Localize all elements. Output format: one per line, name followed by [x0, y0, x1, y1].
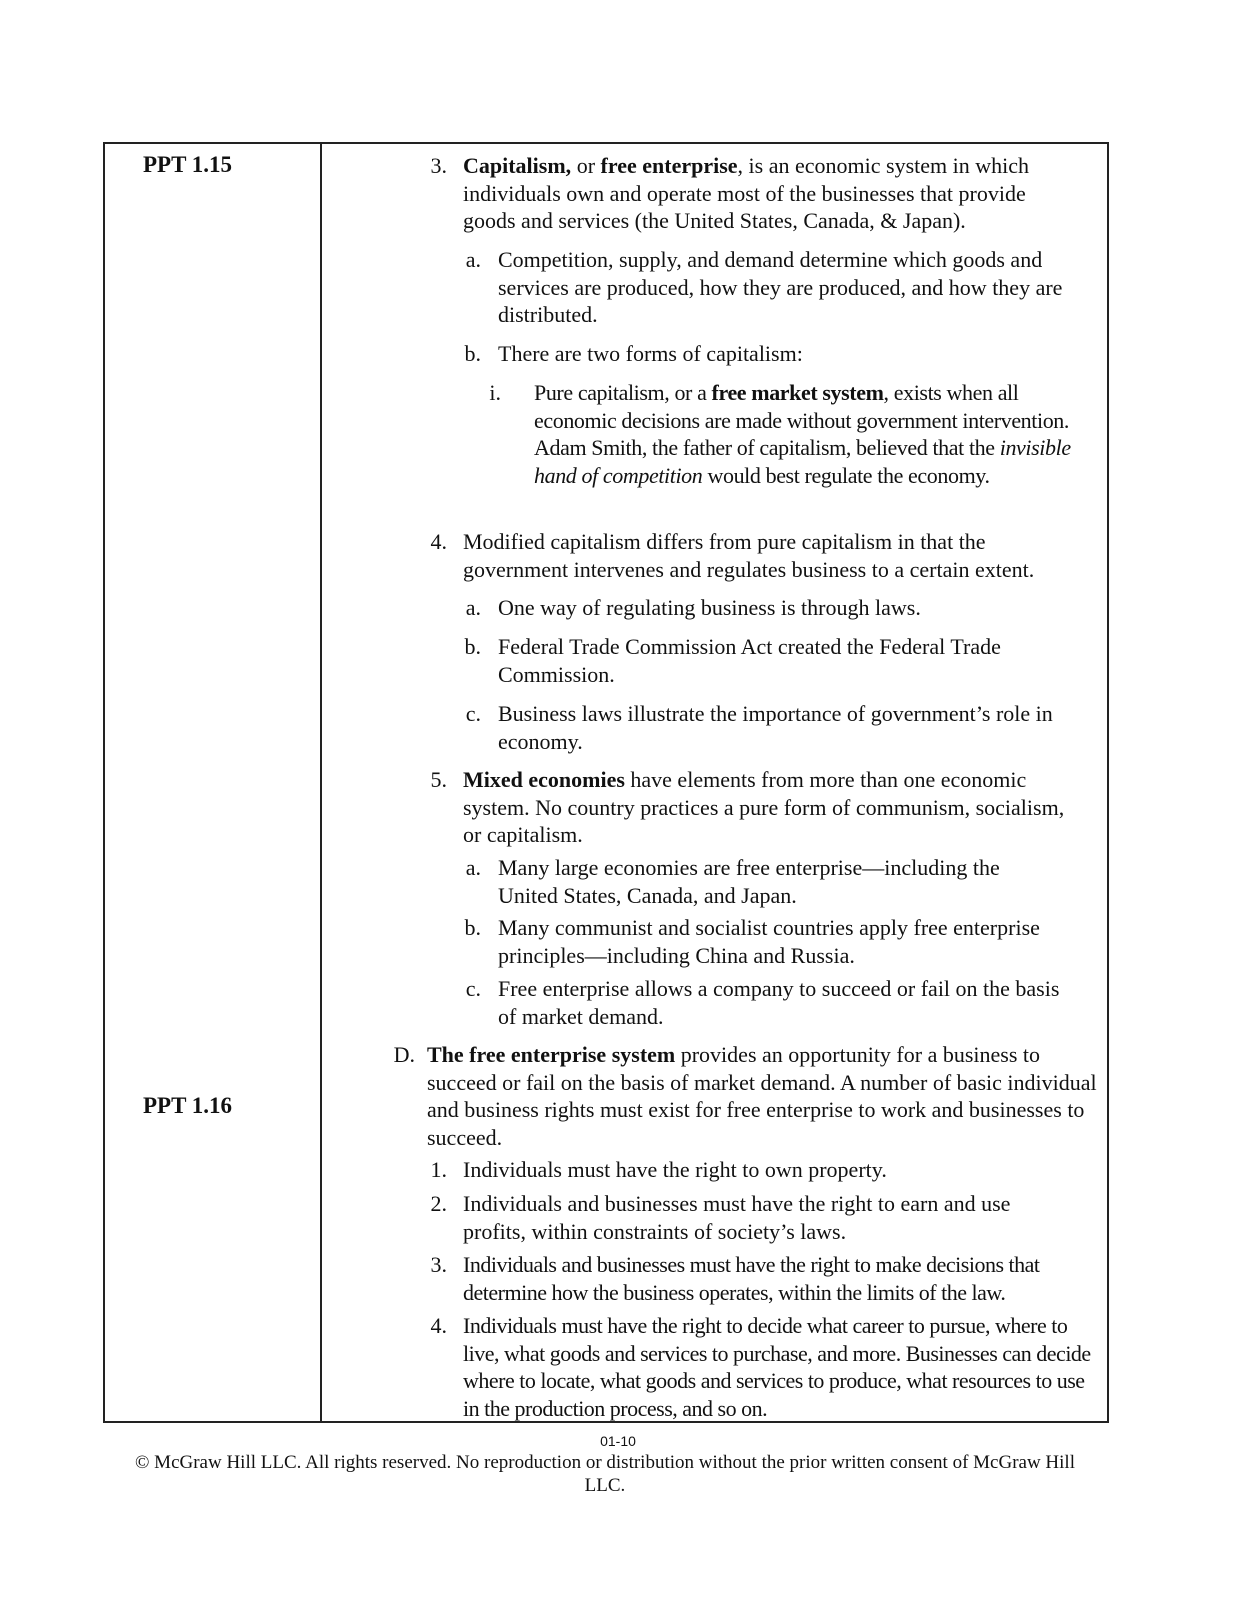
- item-number: c.: [465, 976, 481, 1001]
- ppt-label-1-16: PPT 1.16: [143, 1093, 233, 1118]
- item-text: Individuals and businesses must have the right to earn and use profits, within constraints of society’s laws.: [463, 1191, 1011, 1244]
- item-number: 5.: [430, 767, 447, 792]
- outline-content: [105, 144, 1107, 1421]
- item-number: a.: [465, 595, 481, 620]
- item-number: 3.: [430, 1252, 447, 1277]
- item-number: 3.: [430, 153, 447, 178]
- item-number: i.: [489, 380, 501, 405]
- item-text: Modified capitalism differs from pure capitalism in that the government intervenes and regulates business to a certain extent.: [463, 529, 1035, 582]
- outline-table: [103, 142, 1109, 1423]
- page-number: 01-10: [600, 1433, 636, 1449]
- item-text: Federal Trade Commission Act created the Federal Trade Commission.: [498, 634, 1001, 687]
- item-text: Many communist and socialist countries apply free enterprise principles—including China and Russia.: [498, 915, 1040, 968]
- item-number: c.: [465, 701, 481, 726]
- item-text: Competition, supply, and demand determine which goods and services are produced, how they are produced, and how they are distributed.: [498, 247, 1063, 327]
- item-text: Business laws illustrate the importance of government’s role in economy.: [498, 701, 1053, 754]
- item-number: a.: [465, 247, 481, 272]
- item-number: 1.: [430, 1157, 447, 1182]
- item-number: a.: [465, 855, 481, 880]
- item-text: Capitalism, or free enterprise, is an economic system in which individuals own and operate most of the businesses that provide goods and services (the United States, Canada, & Japan).: [463, 153, 1029, 233]
- item-text: The free enterprise system provides an opportunity for a business to succeed or fail on the basis of market demand. A number of basic individual and business rights must exist for free enterprise to work and businesses to succeed.: [427, 1042, 1097, 1150]
- item-text: Individuals must have the right to own property.: [463, 1157, 887, 1182]
- item-text: Many large economies are free enterprise—including the United States, Canada, and Japan.: [498, 855, 1000, 908]
- item-text: Individuals and businesses must have the right to make decisions that determine how the business operates, within the limits of the law.: [463, 1252, 1040, 1305]
- item-number: b.: [464, 634, 481, 659]
- item-text: Mixed economies have elements from more than one economic system. No country practices a pure form of communism, socialism, or capitalism.: [463, 767, 1065, 847]
- item-number: b.: [464, 341, 481, 366]
- item-number: b.: [464, 915, 481, 940]
- item-text: Free enterprise allows a company to succeed or fail on the basis of market demand.: [498, 976, 1060, 1029]
- item-number: 2.: [430, 1191, 447, 1216]
- item-number: 4.: [430, 529, 447, 554]
- item-number: 4.: [430, 1313, 447, 1338]
- item-text: Pure capitalism, or a free market system, exists when all economic decisions are made without government intervention. Adam Smith, the father of capitalism, believed that the invisible hand of competition would best regulate the economy.: [534, 380, 1071, 488]
- item-text: One way of regulating business is through laws.: [498, 595, 921, 620]
- item-number: D.: [393, 1042, 415, 1067]
- item-text: Individuals must have the right to decide what career to pursue, where to live, what goods and services to purchase, and more. Businesses can decide where to locate, what goods and services to produce, what resources to use in the production process, and so on.: [463, 1313, 1091, 1421]
- item-text: There are two forms of capitalism:: [498, 341, 803, 366]
- ppt-label-1-15: PPT 1.15: [143, 152, 233, 177]
- copyright-notice: © McGraw Hill LLC. All rights reserved. No reproduction or distribution without the prior written consent of McGraw Hill LLC.: [135, 1452, 1075, 1496]
